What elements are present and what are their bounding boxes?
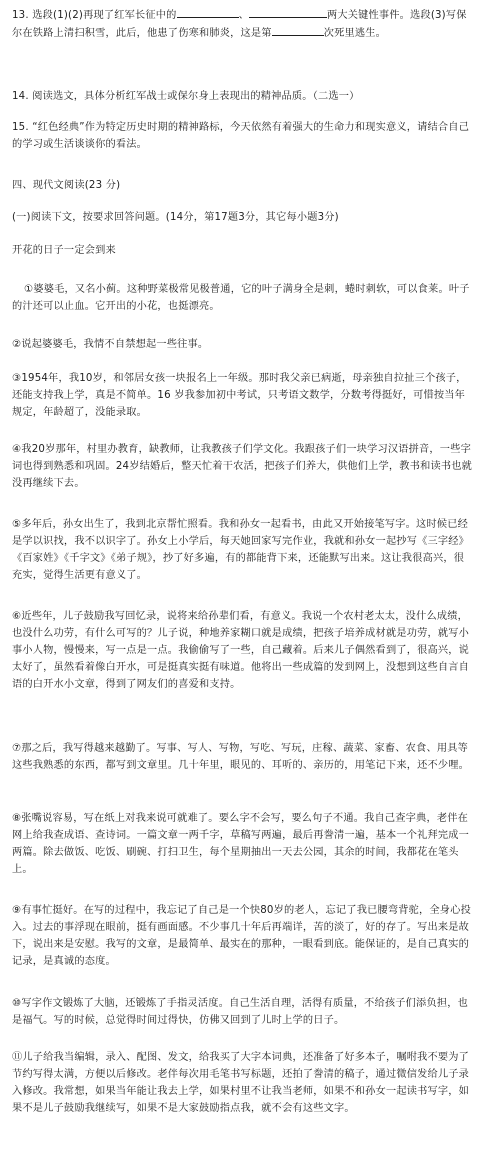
article-paragraph: ⑩写字作文锻炼了大脑，还锻炼了手指灵活度。自己生活自理，活得有质量，不给孩子们添负担，也是福气。写的时候，总觉得时间过得快，仿佛又回到了儿时上学的日子。 [12,998,468,1026]
answer-blank-1[interactable] [177,6,239,18]
article-paragraph: ⑪儿子给我当编辑，录入、配图、发文，给我买了大字本词典，还准备了好多本子，嘱咐我不要为了节约写得太满，方便以后修改。老伴每次用毛笔书写标题，还拍了誊清的稿子，通过微信发给儿子录入修改。我常想，如果当年能让我去上学，如果村里不让我当老师，如果不和孙女一起读书写字，如果不是儿子鼓励我继续写，如果不是大家鼓励指点我，就不会有这些文字。 [12,1052,470,1114]
article-paragraph: ③1954年，我10岁，和邻居女孩一块报名上一年级。那时我父亲已病逝，母亲独自拉扯三个孩子，还能支持我上学，真是不简单。16 岁我参加初中考试，只考语文数学，分数考得挺好，可惜按当年规定，年龄超了，没能录取。 [12,373,467,418]
answer-blank-3[interactable] [272,24,324,36]
answer-blank-2[interactable] [249,6,327,18]
article-paragraph: ⑨有事忙挺好。在写的过程中，我忘记了自己是一个快80岁的老人，忘记了我已腰弯背驼，全身心投入。过去的事浮现在眼前，挺有画面感。不少事几十年后再端详，苦的淡了，好的存了。写出来是故下，说出来是安慰。我写的文章，是最简单、最实在的那种，一眼看到底。能保证的，是自己真实的记录，是真诚的态度。 [12,905,471,967]
article-paragraph: ⑦那之后，我写得越来越勤了。写事、写人、写物，写吃、写玩，庄稼、蔬菜、家畜、农食、用具等这些我熟悉的东西，都写到文章里。几十年里，眼见的、耳听的、亲历的，用笔记下来，还不少哩。 [12,743,470,771]
reading-instructions: (一)阅读下文，按要求回答问题。(14分，第17题3分，其它每小题3分) [12,212,339,223]
article-paragraph: ⑧张嘴说容易，写在纸上对我来说可就难了。要么字不会写，要么句子不通。我自己查字典，老伴在网上给我查成语、查诗词。一篇文章一两千字，草稿写两遍，最后再誊清一遍，基本一个礼拜完成一两篇。除去做饭、吃饭、刷碗、打扫卫生，每个星期抽出一天去公园，其余的时间，我都花在笔头上。 [12,813,470,875]
question-13 [12,6,474,42]
question-15: 15. “红色经典”作为特定历史时期的精神路标，今天依然有着强大的生命力和现实意义，请结合自己的学习或生活谈谈你的看法。 [12,122,470,150]
article-paragraph: ①婆婆毛，又名小蓟。这种野菜极常见极普通，它的叶子满身全是刺，蜷时刺软，可以食莱。叶子的汁还可以止血。它开出的小花，也挺漂亮。 [12,284,470,312]
question-13-text-1: 13. 选段(1)(2)再现了红军长征中的 [12,10,177,21]
question-13-text-4: 次死里逃生。 [323,28,387,39]
article-title: 开花的日子一定会到来 [12,245,116,256]
article-paragraph: ⑤多年后，孙女出生了，我到北京帮忙照看。我和孙女一起看书，由此又开始接笔写字。这时候已经是学以识找，我不以识字了。孙女上小学后，每天她回家写完作业，我就和孙女一起抄写《三字经》《百家姓》《千字文》《弟子规》，抄了好多遍，有的都能背下来，还能默写出来。这让我很高兴，很充实，觉得生活更有意义了。 [12,519,470,581]
question-14: 14. 阅读选文，具体分析红军战士或保尔身上表现出的精神品质。（二选一） [12,91,360,102]
question-13-text-2: 、 [238,10,249,21]
question-13-text-3: 两大关键性事件。选段(3)写保尔在铁路上清扫积雪，此后，他患了伤寒和肺炎，这是第 [12,10,467,39]
article-paragraph: ②说起婆婆毛，我情不自禁想起一些往事。 [12,339,209,350]
section-heading: 四、现代文阅读(23 分) [12,180,121,191]
article-paragraph: ⑥近些年，儿子鼓励我写回忆录，说将来给孙辈们看，有意义。我说一个农村老太太，没什么成绩，也没什么功劳，有什么可写的？儿子说，种地养家糊口就是成绩，把孩子培养成材就是功劳，就写小事小人物，慢慢来，写一点是一点。我偷偷写了一些，自己藏着。后来儿子偶然看到了，很高兴，说太好了，虽然看着像白开水，可是挺真实挺有味道。他将出一些成篇的发到网上，没想到这些自言自语的白开水小文章，得到了网友们的喜爱和支持。 [12,611,470,690]
article-paragraph: ④我20岁那年，村里办教育，缺教师，让我教孩子们学文化。我跟孩子们一块学习汉语拼音，一些字词也得到熟悉和巩固。24岁结婚后，整天忙着干农活，把孩子们养大，供他们上学，教书和读书也就没再继续下去。 [12,444,473,489]
